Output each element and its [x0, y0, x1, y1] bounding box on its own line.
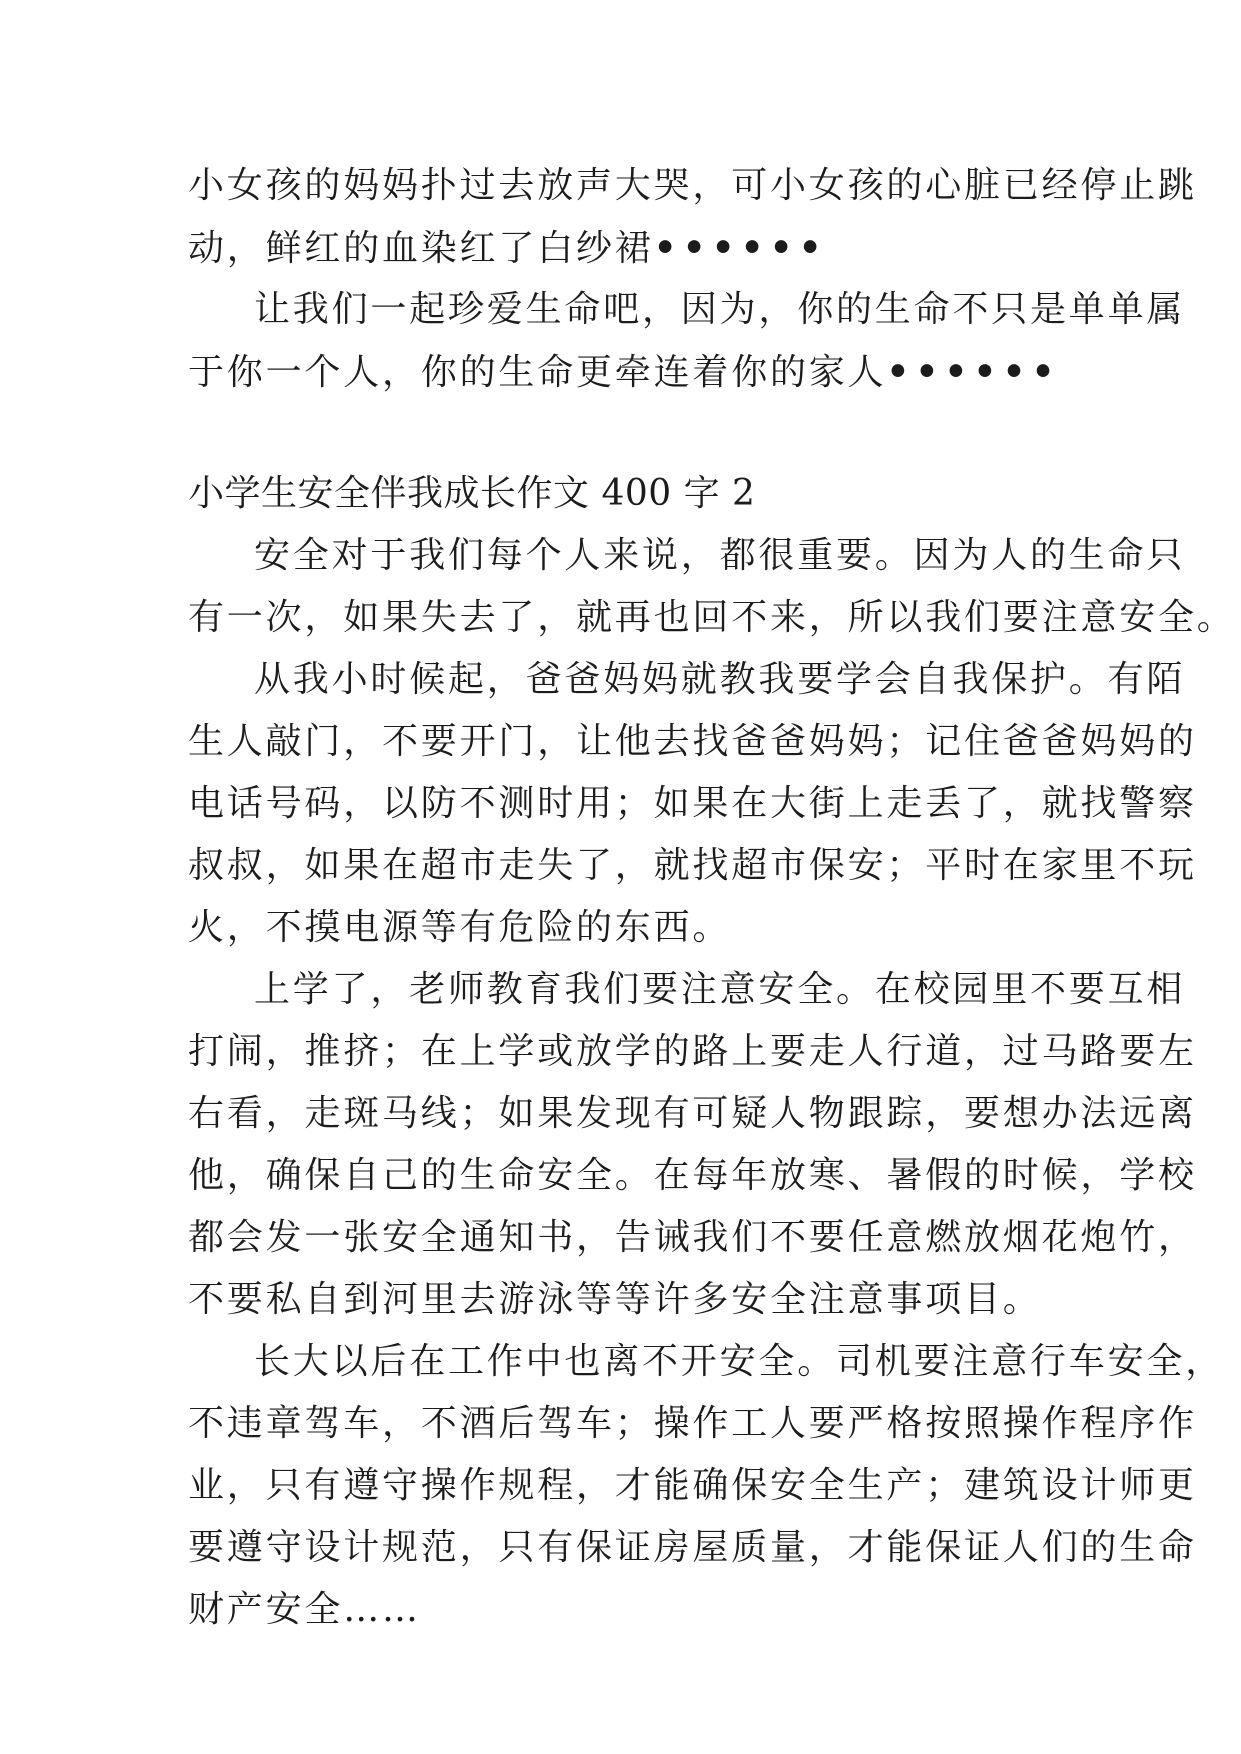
paragraph — [188, 959, 1197, 1331]
text-line: 右看，走斑马线；如果发现有可疑人物跟踪，要想办法远离 — [188, 1093, 1197, 1134]
text-segment: 动，鲜红的血染红了白纱裙 — [188, 228, 654, 269]
text-line: 火，不摸电源等有危险的东西。 — [188, 907, 732, 948]
ellipsis-dots: •••••• — [886, 351, 1061, 393]
text-line: 业，只有遵守操作规程，才能确保安全生产；建筑设计师更 — [188, 1465, 1197, 1506]
text-segment: 于你一个人，你的生命更牵连着你的家人 — [188, 352, 887, 393]
text-line: 安全对于我们每个人来说，都很重要。因为人的生命只 — [254, 535, 1186, 576]
text-line: 有一次，如果失去了，就再也回不来，所以我们要注意安全。 — [188, 597, 1236, 638]
paragraph — [188, 1331, 1225, 1641]
ellipsis-dots: •••••• — [653, 227, 828, 269]
text-line: 不违章驾车，不酒后驾车；操作工人要严格按照操作程序作 — [188, 1403, 1197, 1444]
section-spacer — [188, 403, 1068, 463]
text-line: 上学了，老师教育我们要注意安全。在校园里不要互相 — [254, 969, 1186, 1010]
text-line: 财产安全…… — [188, 1589, 421, 1630]
document-page — [188, 155, 1236, 1641]
text-line: 要遵守设计规范，只有保证房屋质量，才能保证人们的生命 — [188, 1527, 1197, 1568]
text-line: 不要私自到河里去游泳等等许多安全注意事项目。 — [188, 1279, 1042, 1320]
text-line — [188, 341, 1068, 403]
paragraph — [188, 525, 1236, 649]
text-line: 他，确保自己的生命安全。在每年放寒、暑假的时候，学校 — [188, 1155, 1197, 1196]
text-line: 长大以后在工作中也离不开安全。司机要注意行车安全， — [254, 1341, 1225, 1382]
text-line — [188, 217, 1068, 279]
text-line: 让我们一起珍爱生命吧，因为，你的生命不只是单单属 — [254, 289, 1186, 330]
text-line: 从我小时候起，爸爸妈妈就教我要学会自我保护。有陌 — [254, 659, 1186, 700]
text-line: 都会发一张安全通知书，告诫我们不要任意燃放烟花炮竹， — [188, 1217, 1197, 1258]
paragraph — [188, 649, 1197, 959]
text-line: 打闹，推挤；在上学或放学的路上要走人行道，过马路要左 — [188, 1031, 1197, 1072]
text-line: 生人敲门，不要开门，让他去找爸爸妈妈；记住爸爸妈妈的 — [188, 721, 1197, 762]
text-line: 小女孩的妈妈扑过去放声大哭，可小女孩的心脏已经停止跳 — [188, 165, 1197, 206]
text-line: 叔叔，如果在超市走失了，就找超市保安；平时在家里不玩 — [188, 845, 1197, 886]
text-line: 电话号码，以防不测时用；如果在大街上走丢了，就找警察 — [188, 783, 1197, 824]
section-title: 小学生安全伴我成长作文 400 字 2 — [188, 473, 756, 514]
